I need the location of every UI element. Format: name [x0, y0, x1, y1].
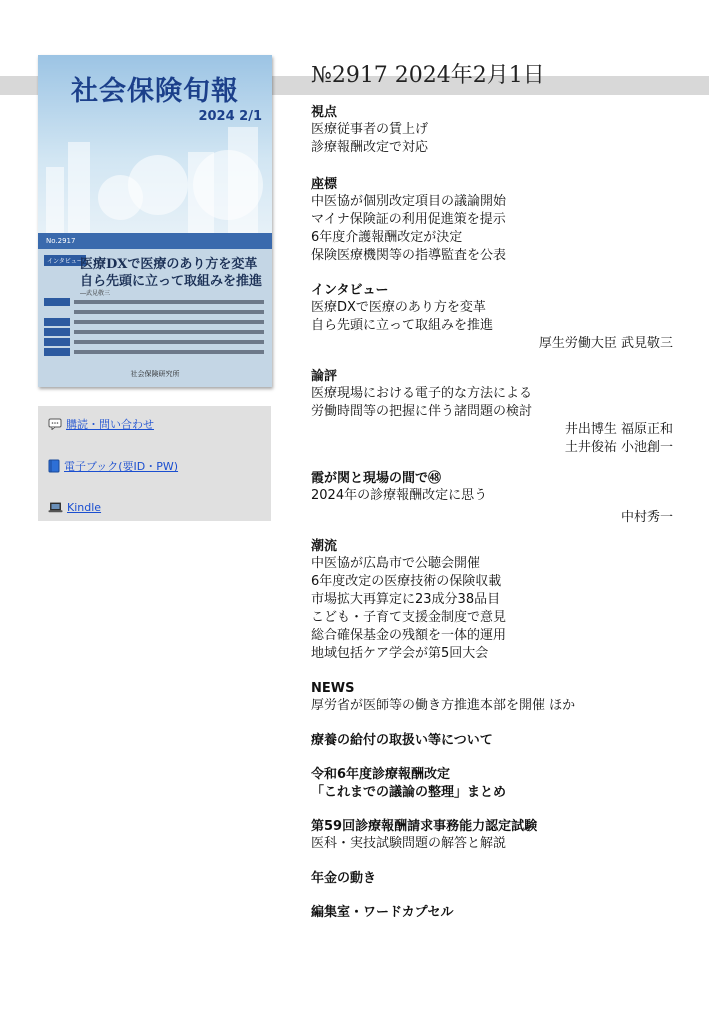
- section-trends: [311, 539, 673, 663]
- section-line: 2024年の診療報酬改定に思う: [311, 488, 488, 503]
- section-viewpoint: [311, 105, 673, 157]
- magazine-cover[interactable]: [38, 55, 272, 387]
- section-line: 地域包括ケア学会が第5回大会: [311, 646, 489, 661]
- section-author: 井出博生 福原正和: [564, 422, 673, 437]
- section-author: 厚生労働大臣 武見敬三: [538, 336, 673, 351]
- section-line: 中医協が広島市で公聴会開催: [311, 556, 481, 571]
- cover-toc-line: [44, 338, 266, 347]
- section-heading: 論評: [311, 369, 338, 384]
- section-exam: [311, 819, 673, 853]
- section-heading: 霞が関と現場の間で㊽: [311, 471, 442, 486]
- section-review: [311, 369, 673, 457]
- section-line: 6年度改定の医療技術の保険収載: [311, 574, 502, 589]
- section-heading: 年金の動き: [311, 871, 377, 886]
- section-line: 労働時間等の把握に伴う諸問題の検討: [311, 404, 533, 419]
- section-line: こども・子育て支援金制度で意見: [311, 610, 507, 625]
- section-heading: 潮流: [311, 539, 338, 554]
- section-author: 土井俊祐 小池創一: [564, 440, 673, 455]
- cover-toc-line: [44, 348, 266, 357]
- section-fee-revision: [311, 767, 673, 801]
- cover-sphere: [193, 150, 263, 220]
- section-line: 医療従事者の賃上げ: [311, 122, 429, 137]
- cover-badge: インタビュー: [44, 255, 86, 266]
- section-line: 総合確保基金の残額を一体的運用: [311, 628, 507, 643]
- cover-headline-sub: ―武見敬三: [80, 290, 111, 297]
- cover-date: 2024 2/1: [198, 109, 262, 124]
- cover-publisher: 社会保険研究所: [130, 370, 180, 378]
- link-panel: [38, 406, 271, 521]
- section-heading: インタビュー: [311, 283, 389, 298]
- section-news: [311, 681, 673, 715]
- section-line: 医科・実技試験問題の解答と解説: [311, 836, 507, 851]
- section-heading: 療養の給付の取扱い等について: [311, 733, 493, 748]
- section-editorial: [311, 905, 673, 921]
- section-heading: 編集室・ワードカプセル: [311, 905, 454, 920]
- cover-toc-line: [44, 318, 266, 327]
- laptop-icon: [48, 502, 63, 513]
- section-heading: 座標: [311, 177, 338, 192]
- cover-toc-line: [44, 308, 266, 317]
- section-line: 自ら先頭に立って取組みを推進: [311, 318, 494, 333]
- section-heading: 令和6年度診療報酬改定: [311, 767, 451, 782]
- cover-headline-1: 医療DXで医療のあり方を変革: [80, 257, 258, 272]
- section-heading: NEWS: [311, 681, 355, 696]
- section-line: 市場拡大再算定に23成分38品目: [311, 592, 501, 607]
- cover-issue-no: No.2917: [46, 237, 76, 245]
- cover-title: 社会保険旬報: [71, 76, 239, 107]
- subscribe-link-row[interactable]: [48, 416, 154, 432]
- ebook-link-row[interactable]: [48, 458, 178, 474]
- section-pension: [311, 871, 673, 887]
- section-line: 医療現場における電子的な方法による: [311, 386, 533, 401]
- kindle-link-row[interactable]: [48, 501, 101, 514]
- section-line: 診療報酬改定で対応: [311, 140, 429, 155]
- section-author: 中村秀一: [620, 510, 673, 525]
- section-line: 厚労省が医師等の働き方推進本部を開催 ほか: [311, 698, 576, 713]
- section-line: 「これまでの議論の整理」まとめ: [311, 785, 507, 800]
- subscribe-link[interactable]: 購読・問い合わせ: [66, 418, 154, 431]
- section-heading: 第59回診療報酬請求事務能力認定試験: [311, 819, 538, 834]
- section-line: マイナ保険証の利用促進策を提示: [311, 212, 506, 227]
- cover-sphere: [98, 175, 143, 220]
- section-line: 中医協が個別改定項目の議論開始: [311, 194, 507, 209]
- issue-header: №2917 2024年2月1日: [311, 63, 545, 88]
- cover-building: [46, 167, 64, 237]
- section-kasumigaseki: [311, 471, 673, 527]
- ebook-link[interactable]: 電子ブック(要ID・PW): [64, 460, 179, 473]
- book-icon: [48, 459, 60, 473]
- kindle-link[interactable]: Kindle: [67, 501, 102, 514]
- cover-headline-2: 自ら先頭に立って取組みを推進: [80, 274, 263, 289]
- section-line: 医療DXで医療のあり方を変革: [311, 300, 486, 315]
- section-interview: [311, 283, 673, 353]
- speech-bubble-icon: [48, 418, 62, 430]
- cover-toc-line: [44, 328, 266, 337]
- cover-toc-line: [44, 298, 266, 307]
- section-heading: 視点: [311, 105, 338, 120]
- section-coordinates: [311, 177, 673, 265]
- section-line: 6年度介護報酬改定が決定: [311, 230, 463, 245]
- section-line: 保険医療機関等の指導監査を公表: [311, 248, 507, 263]
- cover-building: [68, 142, 90, 237]
- section-treatment-benefits: [311, 733, 673, 749]
